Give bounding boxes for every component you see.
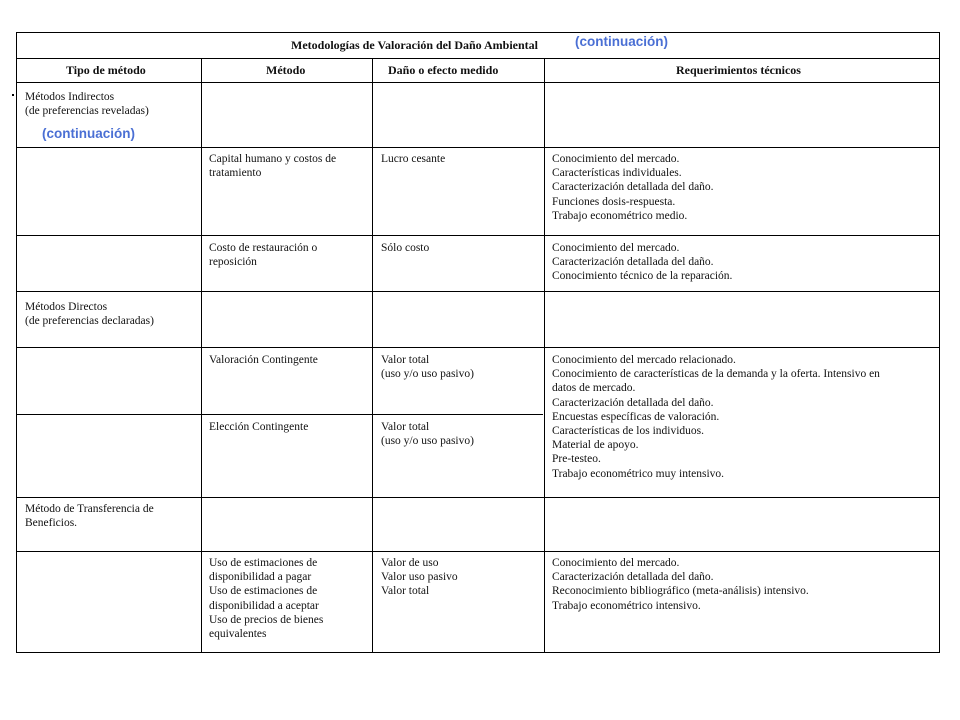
method-eleccion-contingente: Elección Contingente [209,421,309,433]
rule-capital [17,235,939,236]
section-continuation-note: (continuación) [42,126,135,141]
col-divider-3 [544,58,545,652]
method-restauracion: Costo de restauración o reposición [209,242,318,269]
col-divider-1 [201,58,202,652]
header-dano: Daño o efecto medido [388,63,499,77]
rule-transferencia [17,551,939,552]
header-metodo: Método [266,63,306,77]
title-continuation-note: (continuación) [575,34,668,49]
method-transferencia: Uso de estimaciones de disponibilidad a pagar Uso de estimaciones de disponibilidad a aceptar Uso de precios de bienes equivalentes [209,557,324,641]
requirements-capital-humano: Conocimiento del mercado. Características individuales. Caracterización detallada del daño. Funciones dosis-respuesta. Trabajo econométrico medio. [552,153,714,222]
header-requerimientos: Requerimientos técnicos [676,63,801,77]
damage-restauracion: Sólo costo [381,242,430,254]
rule-indirectos [17,147,939,148]
damage-capital-humano: Lucro cesante [381,153,446,165]
damage-eleccion-contingente: Valor total (uso y/o uso pasivo) [381,421,474,448]
rule-header [17,82,939,83]
header-tipo: Tipo de método [66,63,146,77]
rule-restauracion [17,291,939,292]
damage-transferencia: Valor de uso Valor uso pasivo Valor total [381,557,458,598]
requirements-transferencia: Conocimiento del mercado. Caracterización detallada del daño. Reconocimiento bibliográfico (meta-análisis) intensivo. Trabajo econométrico intensivo. [552,557,809,612]
rule-title [17,58,939,59]
rule-eleccion [17,497,939,498]
rule-contingente [17,414,543,415]
col-divider-2 [372,58,373,652]
requirements-restauracion: Conocimiento del mercado. Caracterización detallada del daño. Conocimiento técnico de la reparación. [552,242,733,283]
section-indirectos-title: Métodos Indirectos (de preferencias reveladas) [25,91,149,118]
damage-valoracion-contingente: Valor total (uso y/o uso pasivo) [381,354,474,381]
table-title: Metodologías de Valoración del Daño Ambiental [291,38,539,52]
section-directos-title: Métodos Directos (de preferencias declaradas) [25,301,154,328]
stray-mark [12,94,14,96]
requirements-metodos-directos: Conocimiento del mercado relacionado. Conocimiento de características de la demanda y la oferta. Intensivo en datos de mercado. Caracterización detallada del daño. Encuestas específicas de valoración. Características de los individuos. Material de apoyo. Pre-testeo. Trabajo econométrico muy intensivo. [552,354,880,480]
section-transferencia-title: Método de Transferencia de Beneficios. [25,503,154,530]
method-capital-humano: Capital humano y costos de tratamiento [209,153,337,180]
method-valoracion-contingente: Valoración Contingente [209,354,318,366]
rule-directos [17,347,939,348]
